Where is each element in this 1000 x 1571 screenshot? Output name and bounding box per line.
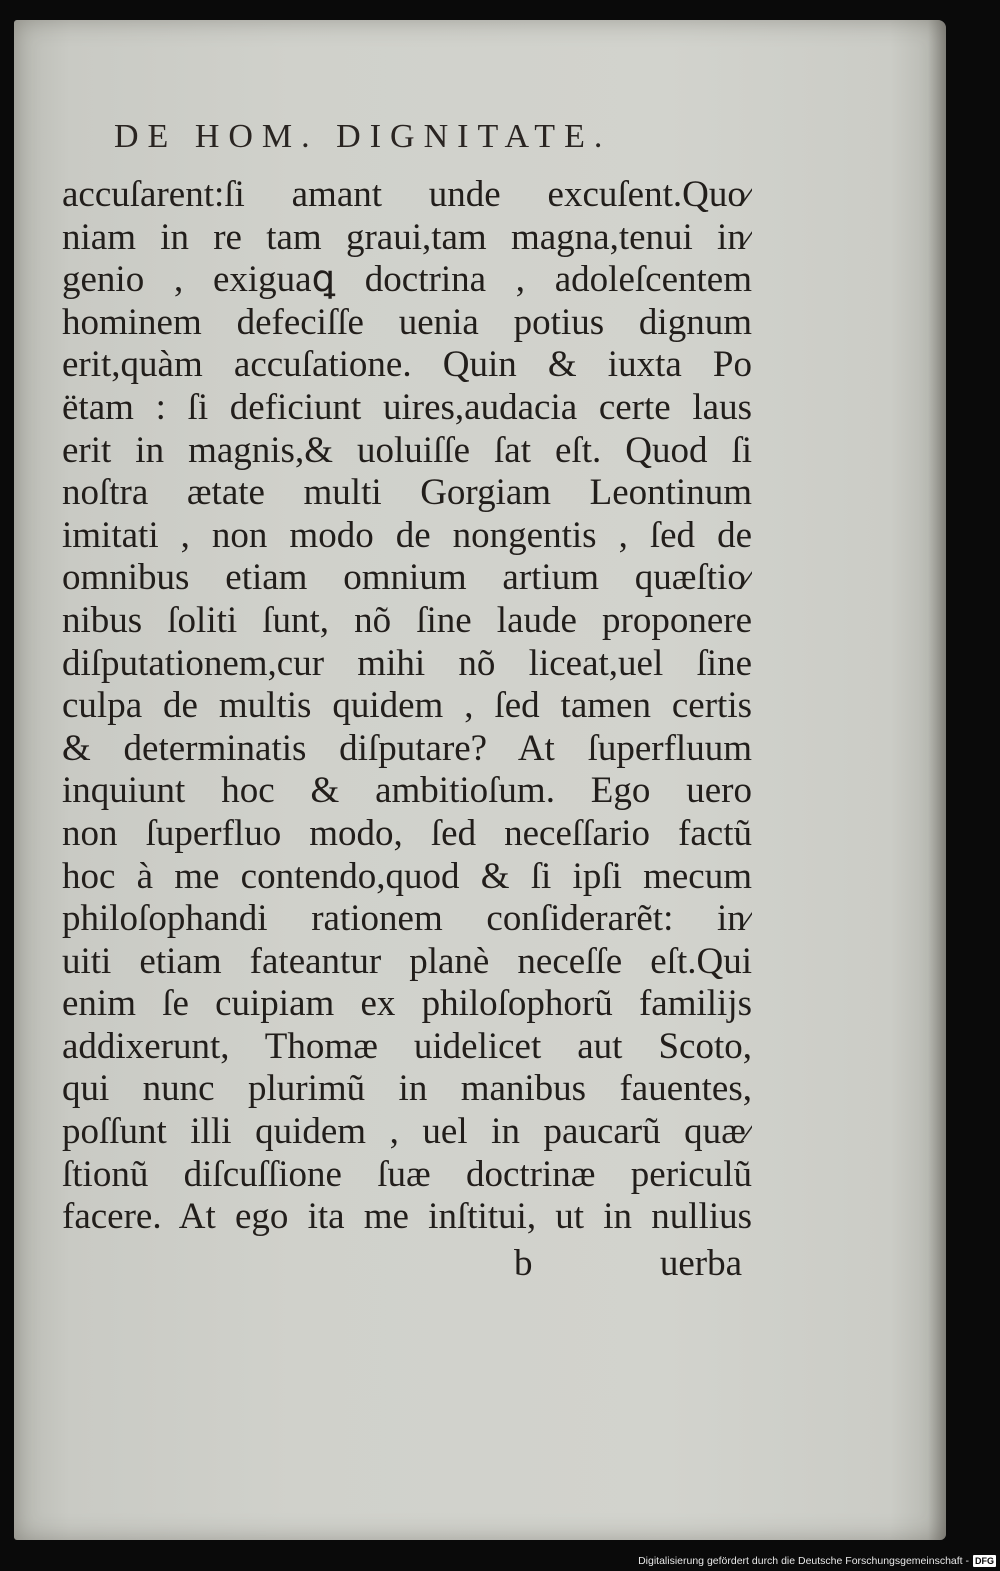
text-line: niam in re tam graui,tam magna,tenui in⁄ <box>62 216 752 258</box>
text-line: ſtionũ diſcuſſione ſuæ doctrinæ periculũ <box>62 1153 752 1195</box>
text-line: poſſunt illi quidem , uel in paucarũ quæ⁄ <box>62 1111 752 1153</box>
catchline <box>62 1242 742 1286</box>
book-page <box>14 20 946 1540</box>
text-line: & determinatis diſputare? At ſuperfluum <box>62 727 752 769</box>
text-line: noſtra ætate multi Gorgiam Leontinum <box>62 472 752 514</box>
catchword: uerba <box>659 1243 742 1284</box>
text-line: qui nunc plurimũ in manibus fauentes, <box>62 1068 752 1110</box>
text-line: imitati , non modo de nongentis , ſed de <box>62 514 752 556</box>
text-line: omnibus etiam omnium artium quæſtio⁄ <box>62 557 752 599</box>
running-head: DE HOM. DIGNITATE. <box>114 118 612 155</box>
body-text <box>62 174 752 1239</box>
text-line: non ſuperfluo modo, ſed neceſſario factũ <box>62 812 752 854</box>
dfg-logo-icon: DFG <box>975 1556 994 1566</box>
text-line: nibus ſoliti ſunt, nõ ſine laude proponere <box>62 599 752 641</box>
signature-mark: b <box>514 1243 533 1284</box>
text-line: uiti etiam fateantur planè neceſſe eſt.Qui <box>62 940 752 982</box>
text-line: addixerunt, Thomæ uidelicet aut Scoto, <box>62 1025 752 1067</box>
text-line: facere. At ego ita me inſtitui, ut in nullius <box>62 1196 752 1238</box>
text-line: culpa de multis quidem , ſed tamen certis <box>62 685 752 727</box>
text-line: erit in magnis,& uoluiſſe ſat eſt. Quod ſi <box>62 429 752 471</box>
text-line: enim ſe cuipiam ex philoſophorũ familijs <box>62 983 752 1025</box>
text-line: ëtam : ſi deficiunt uires,audacia certe laus <box>62 386 752 428</box>
text-line: philoſophandi rationem conſiderarẽt: in⁄ <box>62 898 752 940</box>
text-line: diſputationem,cur mihi nõ liceat,uel ſine <box>62 642 752 684</box>
text-line: inquiunt hoc & ambitioſum. Ego uero <box>62 770 752 812</box>
funding-credit: Digitalisierung gefördert durch die Deutsche Forschungsgemeinschaft - <box>638 1555 969 1567</box>
text-line: hoc à me contendo,quod & ſi ipſi mecum <box>62 855 752 897</box>
text-line: accuſarent:ſi amant unde excuſent.Quo⁄ <box>62 174 752 215</box>
text-line: genio , exiguaꝗ doctrina , adoleſcentem <box>62 259 752 301</box>
digitization-footer <box>600 1551 1000 1571</box>
text-line: hominem defeciſſe uenia potius dignum <box>62 301 752 343</box>
text-line: erit,quàm accuſatione. Quin & iuxta Po <box>62 344 752 386</box>
